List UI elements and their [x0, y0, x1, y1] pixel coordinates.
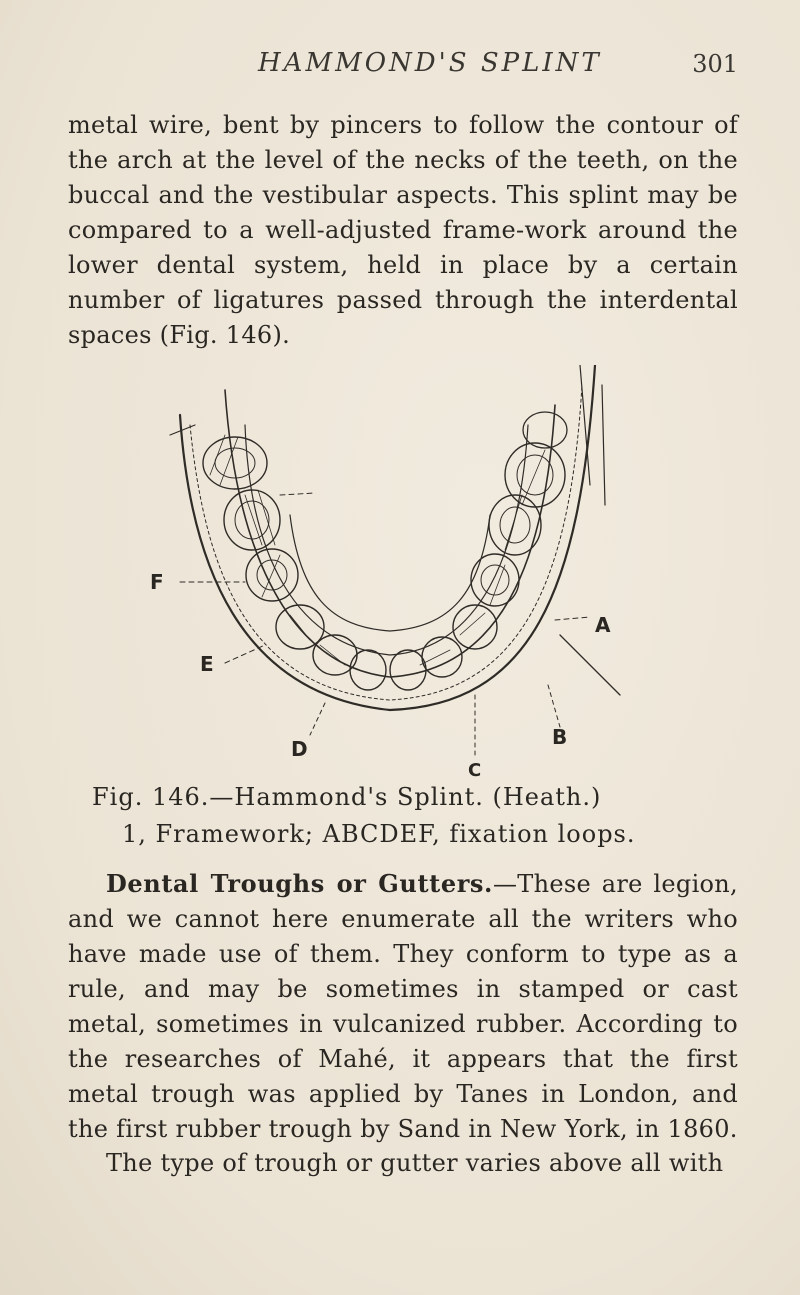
paragraph-2: [68, 866, 738, 1147]
label-d: D: [291, 737, 308, 761]
running-title: HAMMOND'S SPLINT: [258, 48, 602, 78]
page-header: [258, 48, 738, 84]
label-c: C: [468, 760, 482, 781]
figure-hammonds-splint: [150, 365, 660, 785]
page-number: 301: [692, 50, 738, 78]
figure-caption: Fig. 146.—Hammond's Splint. (Heath.): [92, 783, 602, 811]
label-f: F: [150, 570, 164, 594]
label-b: B: [552, 725, 568, 749]
figure-legend: 1, Framework; ABCDEF, fixation loops.: [122, 820, 636, 848]
paragraph-1: metal wire, bent by pincers to follow the contour of the arch at the level of the necks of the teeth, on the buccal and the vestibular aspects. This splint may be compared to a well-adjusted frame-work around the lower dental system, held in place by a certain number of ligatures passed through the interdental spaces (Fig. 146).: [68, 111, 738, 349]
label-e: E: [200, 652, 214, 676]
paragraph-3: The type of trough or gutter varies above all with: [106, 1149, 724, 1177]
splint-illustration: [150, 365, 660, 785]
section-run-in-heading: Dental Troughs or Gutters.: [106, 869, 493, 898]
paragraph-2-text: —These are legion, and we cannot here enumerate all the writers who have made use of them. They conform to type as a rule, and may be sometimes in stamped or cast metal, sometimes in vulcanized rubber. According to the researches of Mahé, it appears that the first metal trough was applied by Tanes in London, and the first rubber trough by Sand in New York, in 1860.: [68, 870, 738, 1143]
label-a: A: [595, 613, 611, 637]
